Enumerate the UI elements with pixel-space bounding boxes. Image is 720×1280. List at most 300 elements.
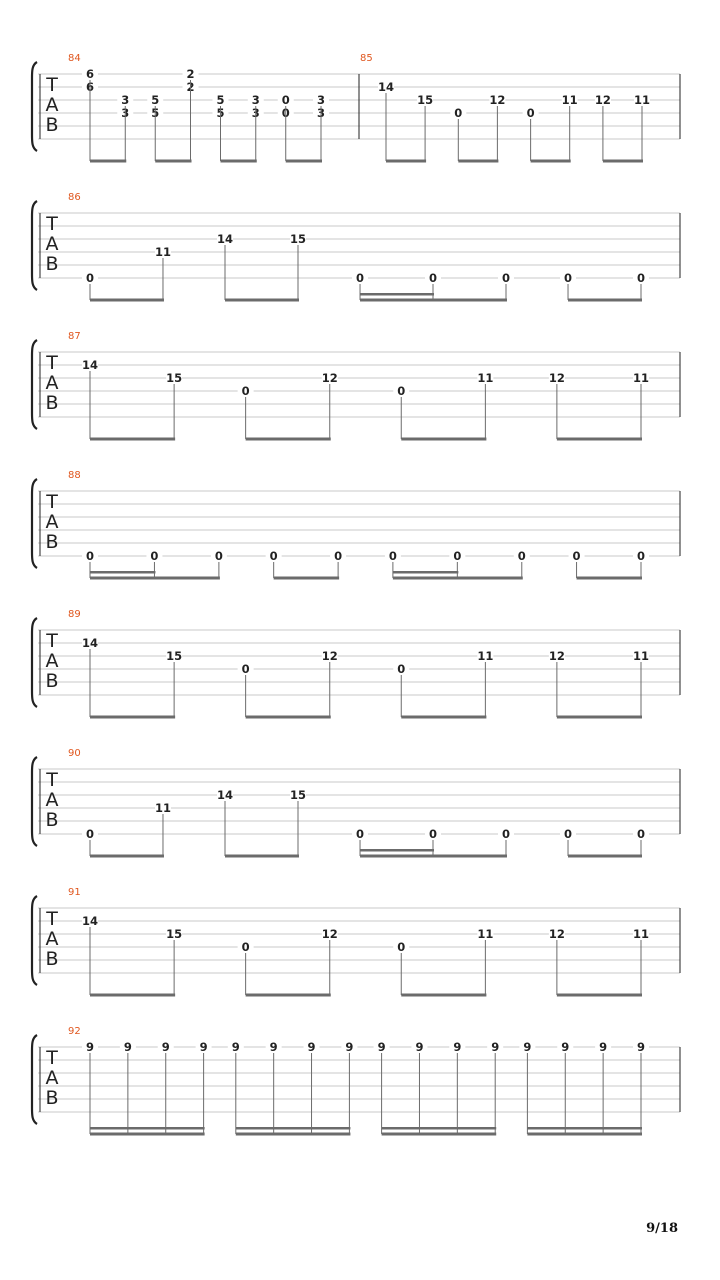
tab-clef-letter: A — [45, 789, 59, 811]
note — [290, 788, 306, 856]
note — [569, 549, 585, 578]
secondary-beam — [360, 849, 434, 852]
note-group — [82, 549, 227, 580]
fret-number: 0 — [281, 106, 290, 120]
beam — [386, 160, 426, 163]
beam — [90, 438, 175, 441]
note — [158, 1040, 174, 1134]
beam — [531, 160, 571, 163]
measure-number: 91 — [68, 887, 81, 898]
fret-number: 0 — [564, 271, 573, 285]
secondary-beam — [90, 1127, 205, 1130]
note — [595, 1040, 611, 1134]
tab-system — [32, 609, 680, 719]
tab-clef-letter: B — [45, 948, 59, 970]
fret-number: 9 — [636, 1040, 646, 1054]
note — [341, 1040, 357, 1134]
note — [82, 914, 98, 995]
tab-clef-letter: B — [45, 392, 59, 414]
note-group — [352, 271, 514, 302]
note-group — [378, 80, 433, 163]
note — [633, 371, 649, 439]
note-group — [82, 1040, 212, 1136]
fret-number: 9 — [269, 1040, 278, 1054]
beam — [90, 855, 164, 858]
measure-number: 84 — [68, 53, 81, 64]
note — [278, 93, 294, 161]
note-group — [352, 827, 514, 858]
measure-number: 86 — [68, 192, 81, 203]
fret-number: 3 — [316, 106, 326, 120]
fret-number: 0 — [636, 827, 646, 841]
note-group — [212, 93, 263, 163]
note — [238, 662, 254, 717]
fret-number: 12 — [548, 371, 565, 385]
fret-number: 12 — [321, 927, 338, 941]
fret-number: 9 — [377, 1040, 386, 1054]
fret-number: 0 — [85, 827, 95, 841]
beam — [557, 438, 642, 441]
note-group — [278, 93, 329, 163]
note — [166, 371, 182, 439]
note — [228, 1040, 244, 1134]
secondary-beam — [90, 571, 155, 574]
beam — [401, 716, 486, 719]
note — [393, 384, 409, 439]
tab-clef-letter: T — [46, 769, 58, 791]
fret-number: 0 — [334, 549, 343, 563]
beam — [557, 994, 642, 997]
fret-number: 0 — [517, 549, 526, 563]
note — [560, 827, 576, 856]
fret-number: 11 — [477, 371, 494, 385]
note — [155, 801, 171, 856]
fret-number: 11 — [633, 93, 651, 107]
note — [487, 1040, 503, 1134]
note — [449, 1040, 465, 1134]
fret-number: 9 — [453, 1040, 462, 1054]
note — [183, 67, 199, 161]
note — [633, 827, 649, 856]
fret-number: 0 — [397, 384, 406, 398]
measure-number: 92 — [68, 1026, 81, 1037]
note — [322, 371, 338, 439]
tab-clef-letter: T — [46, 908, 58, 930]
note — [385, 549, 401, 578]
fret-number: 0 — [454, 106, 463, 120]
tab-clef-letter: T — [46, 491, 58, 513]
fret-number: 0 — [636, 549, 646, 563]
note — [549, 927, 565, 995]
fret-number: 11 — [632, 649, 650, 663]
beam — [90, 160, 126, 163]
note-group — [523, 93, 578, 163]
fret-number: 9 — [345, 1040, 354, 1054]
note-group — [147, 67, 198, 163]
beam — [360, 299, 507, 302]
fret-number: 0 — [388, 549, 397, 563]
note — [378, 80, 394, 161]
fret-number: 12 — [321, 371, 338, 385]
note — [425, 271, 441, 300]
note — [393, 940, 409, 995]
beam — [220, 160, 256, 163]
fret-number: 15 — [417, 93, 434, 107]
fret-number: 15 — [289, 232, 307, 246]
fret-number: 12 — [594, 93, 611, 107]
beam — [246, 994, 331, 997]
tab-clef-letter: A — [45, 94, 59, 116]
system-bracket — [32, 201, 37, 290]
measure — [68, 748, 649, 858]
note — [120, 1040, 136, 1134]
fret-number: 9 — [561, 1040, 570, 1054]
note — [166, 649, 182, 717]
note — [595, 93, 611, 161]
fret-number: 9 — [161, 1040, 170, 1054]
tab-system — [32, 887, 680, 997]
tab-clef-letter: B — [45, 114, 59, 136]
measure — [359, 53, 650, 163]
note — [196, 1040, 212, 1134]
tab-system — [32, 1026, 680, 1136]
beam — [360, 855, 507, 858]
beam — [557, 716, 642, 719]
fret-number: 0 — [241, 384, 250, 398]
fret-number: 11 — [561, 93, 578, 107]
fret-number: 3 — [316, 93, 326, 107]
tab-clef-letter: B — [45, 809, 59, 831]
note — [449, 549, 465, 578]
secondary-beam — [382, 1127, 497, 1130]
fret-number: 0 — [281, 93, 290, 107]
beam — [401, 438, 486, 441]
tab-clef-letter: A — [45, 1067, 59, 1089]
fret-number: 0 — [356, 827, 365, 841]
measure — [68, 609, 649, 719]
fret-number: 11 — [477, 927, 494, 941]
note — [352, 827, 368, 856]
beam — [90, 1133, 205, 1136]
fret-number: 12 — [548, 927, 565, 941]
page-number: 9/18 — [646, 1221, 678, 1236]
note — [633, 271, 649, 300]
note — [82, 271, 98, 300]
beam — [155, 160, 191, 163]
note-group — [217, 232, 306, 302]
measure — [68, 192, 649, 302]
system-bracket — [32, 1035, 37, 1124]
fret-number: 14 — [81, 914, 99, 928]
secondary-beam — [236, 1127, 351, 1130]
note-group — [549, 649, 649, 719]
tab-clef-letter: A — [45, 511, 59, 533]
note-group — [385, 549, 530, 580]
fret-number: 0 — [428, 827, 438, 841]
fret-number: 14 — [81, 636, 99, 650]
fret-number: 15 — [166, 649, 183, 663]
note — [82, 549, 98, 578]
fret-number: 11 — [477, 649, 494, 663]
note-group — [266, 549, 346, 580]
fret-number: 11 — [154, 801, 171, 815]
tab-system — [32, 748, 680, 858]
fret-number: 0 — [85, 549, 95, 563]
note — [417, 93, 433, 161]
note-group — [82, 358, 182, 441]
note-group — [217, 788, 306, 858]
measure — [68, 887, 649, 997]
note-group — [82, 636, 182, 719]
tab-clef-letter: T — [46, 213, 58, 235]
note — [217, 788, 233, 856]
fret-number: 0 — [356, 271, 365, 285]
beam — [568, 855, 642, 858]
note — [498, 827, 514, 856]
note — [549, 371, 565, 439]
tab-clef-letter: T — [46, 630, 58, 652]
beam — [90, 716, 175, 719]
note — [557, 1040, 573, 1134]
note — [477, 371, 493, 439]
fret-number: 6 — [85, 80, 95, 94]
secondary-beam — [393, 571, 458, 574]
fret-number: 0 — [453, 549, 462, 563]
fret-number: 11 — [632, 371, 650, 385]
beam — [225, 299, 299, 302]
note-group — [374, 1040, 504, 1136]
note — [549, 649, 565, 717]
fret-number: 9 — [599, 1040, 608, 1054]
note — [238, 384, 254, 439]
note-group — [82, 914, 182, 997]
note-group — [228, 1040, 358, 1136]
beam — [90, 299, 164, 302]
measure — [68, 470, 649, 580]
note — [82, 1040, 98, 1134]
beam — [577, 577, 642, 580]
note — [217, 232, 233, 300]
note — [411, 1040, 427, 1134]
beam — [568, 299, 642, 302]
beam — [225, 855, 299, 858]
fret-number: 12 — [489, 93, 506, 107]
tab-clef-letter: A — [45, 928, 59, 950]
beam — [274, 577, 339, 580]
note — [425, 827, 441, 856]
fret-number: 9 — [123, 1040, 132, 1054]
fret-number: 9 — [415, 1040, 424, 1054]
measure — [68, 53, 329, 163]
tab-system — [32, 470, 680, 580]
tab-clef-letter: A — [45, 233, 59, 255]
measure-number: 89 — [68, 609, 81, 620]
note — [266, 1040, 282, 1134]
tab-clef-letter: T — [46, 74, 58, 96]
tab-system — [32, 53, 680, 163]
fret-number: 2 — [186, 67, 195, 81]
fret-number: 0 — [397, 662, 406, 676]
fret-number: 0 — [501, 827, 510, 841]
fret-number: 0 — [501, 271, 510, 285]
note — [374, 1040, 390, 1134]
system-bracket — [32, 896, 37, 985]
fret-number: 9 — [85, 1040, 95, 1054]
note-group — [560, 827, 649, 858]
note-group — [82, 245, 171, 302]
fret-number: 0 — [564, 827, 573, 841]
fret-number: 3 — [121, 106, 130, 120]
note — [248, 93, 264, 161]
note-group — [238, 649, 338, 719]
note-group — [82, 67, 133, 163]
note — [523, 106, 539, 161]
note — [633, 649, 649, 717]
tab-clef-letter: B — [45, 253, 59, 275]
note — [82, 636, 98, 717]
fret-number: 0 — [269, 549, 278, 563]
note-group — [393, 371, 493, 441]
tab-clef-letter: A — [45, 372, 59, 394]
system-bracket — [32, 479, 37, 568]
fret-number: 0 — [150, 549, 159, 563]
note-group — [549, 927, 649, 997]
beam — [246, 716, 331, 719]
tab-clef-letter: T — [46, 352, 58, 374]
note — [322, 649, 338, 717]
fret-number: 15 — [166, 927, 183, 941]
fret-number: 9 — [523, 1040, 532, 1054]
system-bracket — [32, 340, 37, 429]
system-bracket — [32, 618, 37, 707]
beam — [236, 1133, 351, 1136]
fret-number: 5 — [216, 93, 225, 107]
tab-clef-letter: A — [45, 650, 59, 672]
fret-number: 5 — [216, 106, 225, 120]
note-group — [238, 371, 338, 441]
note — [211, 549, 227, 578]
fret-number: 11 — [632, 927, 650, 941]
system-bracket — [32, 62, 37, 151]
fret-number: 0 — [572, 549, 581, 563]
note-group — [82, 801, 171, 858]
note — [393, 662, 409, 717]
note — [633, 927, 649, 995]
fret-number: 0 — [636, 271, 646, 285]
note — [313, 93, 329, 161]
note — [633, 1040, 649, 1134]
note — [82, 358, 98, 439]
fret-number: 0 — [241, 662, 250, 676]
note — [266, 549, 282, 578]
fret-number: 6 — [85, 67, 95, 81]
measure-number: 88 — [68, 470, 81, 481]
fret-number: 14 — [377, 80, 395, 94]
fret-number: 0 — [214, 549, 223, 563]
beam — [286, 160, 322, 163]
fret-number: 14 — [81, 358, 99, 372]
fret-number: 9 — [307, 1040, 316, 1054]
tab-clef-letter: B — [45, 531, 59, 553]
note — [477, 649, 493, 717]
measure-number: 85 — [360, 53, 373, 64]
note — [290, 232, 306, 300]
note — [82, 827, 98, 856]
fret-number: 15 — [289, 788, 307, 802]
fret-number: 2 — [186, 80, 195, 94]
note — [562, 93, 578, 161]
tab-system — [32, 331, 680, 441]
note-group — [450, 93, 505, 163]
beam — [246, 438, 331, 441]
beam — [393, 577, 523, 580]
note — [166, 927, 182, 995]
tab-system — [32, 192, 680, 302]
beam — [527, 1133, 642, 1136]
note — [212, 93, 228, 161]
note — [147, 93, 163, 161]
system-bracket — [32, 757, 37, 846]
note-group — [560, 271, 649, 302]
tab-clef-letter: B — [45, 1087, 59, 1109]
measure — [68, 331, 649, 441]
measure-number: 87 — [68, 331, 81, 342]
fret-number: 14 — [217, 232, 234, 246]
fret-number: 9 — [231, 1040, 240, 1054]
fret-number: 3 — [121, 93, 130, 107]
fret-number: 12 — [548, 649, 565, 663]
tab-clef-letter: T — [46, 1047, 58, 1069]
fret-number: 14 — [217, 788, 234, 802]
beam — [401, 994, 486, 997]
beam — [90, 994, 175, 997]
fret-number: 0 — [397, 940, 406, 954]
fret-number: 0 — [428, 271, 438, 285]
note — [560, 271, 576, 300]
note — [304, 1040, 320, 1134]
fret-number: 0 — [85, 271, 95, 285]
fret-number: 5 — [151, 106, 160, 120]
note-group — [549, 371, 649, 441]
note-group — [519, 1040, 649, 1136]
secondary-beam — [360, 293, 434, 296]
fret-number: 5 — [151, 93, 160, 107]
note — [633, 549, 649, 578]
note — [519, 1040, 535, 1134]
note — [82, 67, 98, 161]
note — [352, 271, 368, 300]
tab-clef-letter: B — [45, 670, 59, 692]
note — [450, 106, 466, 161]
beam — [382, 1133, 497, 1136]
secondary-beam — [527, 1127, 642, 1130]
fret-number: 0 — [241, 940, 250, 954]
note-group — [569, 549, 649, 580]
fret-number: 9 — [199, 1040, 208, 1054]
note — [498, 271, 514, 300]
note — [634, 93, 650, 161]
fret-number: 12 — [321, 649, 338, 663]
fret-number: 9 — [491, 1040, 500, 1054]
fret-number: 3 — [251, 93, 260, 107]
beam — [90, 577, 220, 580]
fret-number: 11 — [154, 245, 171, 259]
note — [117, 93, 133, 161]
note — [238, 940, 254, 995]
measure-number: 90 — [68, 748, 81, 759]
note — [322, 927, 338, 995]
note — [146, 549, 162, 578]
